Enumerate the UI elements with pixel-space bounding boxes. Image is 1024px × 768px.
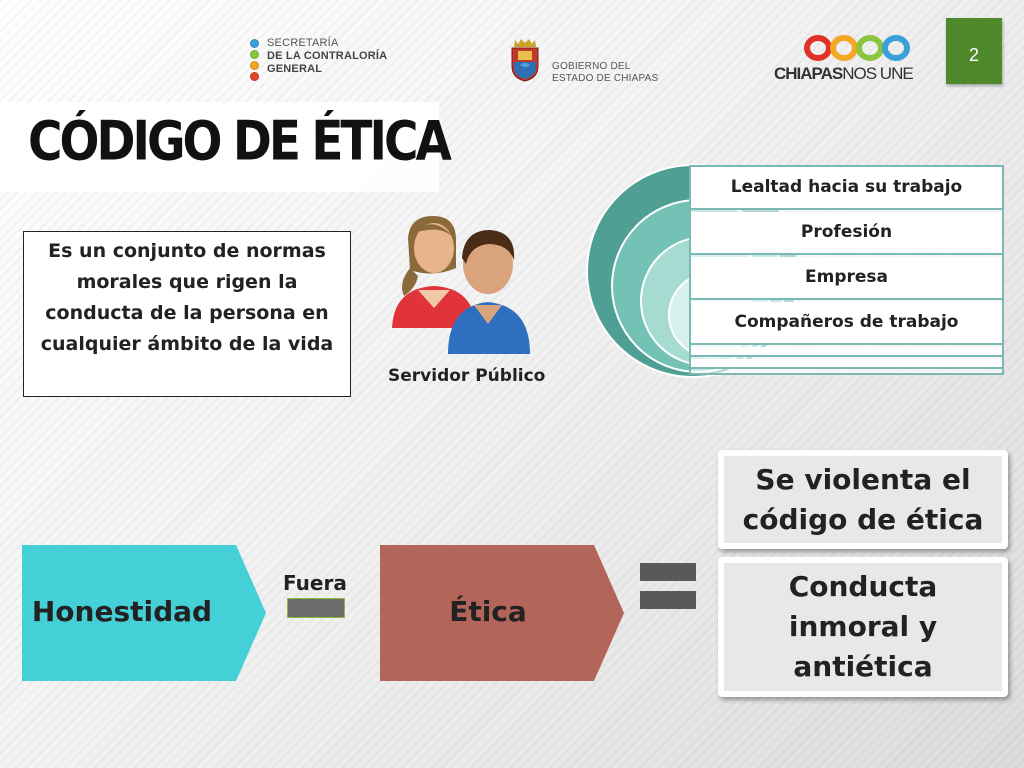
ambito-item-empresa: Empresa — [691, 257, 1002, 300]
secretaria-line-2: DE LA CONTRALORÍA — [267, 50, 388, 62]
result-text-violenta: Se violenta el código de ética — [724, 456, 1002, 543]
result-text-conducta: Conducta inmoral y antiética — [724, 563, 1002, 691]
state-shield-icon — [509, 38, 541, 82]
secretaria-line-1: SECRETARÍA — [267, 37, 339, 49]
definition-box: Es un conjunto de normas morales que rigen la conducta de la persona en cualquier ámbito de la vida — [23, 231, 351, 397]
page-title: CÓDIGO DE ÉTICA — [28, 110, 449, 174]
chiapas-rings-icon — [804, 34, 914, 62]
people-icon — [388, 208, 548, 358]
secretaria-dots-icon — [250, 39, 260, 83]
result-box-conducta — [718, 557, 1008, 697]
minus-icon — [287, 598, 345, 618]
ambito-item-companeros: Compañeros de trabajo — [691, 302, 1002, 345]
ambitos-list — [689, 165, 1004, 375]
result-box-violenta — [718, 450, 1008, 549]
gobierno-line-1: GOBIERNO DEL — [552, 61, 631, 72]
etica-label: Ética — [449, 595, 527, 628]
ambito-empty-row — [691, 347, 1002, 357]
honestidad-chevron — [22, 545, 266, 681]
page-number-badge: 2 — [946, 18, 1002, 84]
secretaria-logo — [250, 37, 410, 83]
honestidad-label: Honestidad — [31, 595, 213, 628]
ambito-item-lealtad: Lealtad hacia su trabajo — [691, 167, 1002, 210]
ambito-item-profesion: Profesión — [691, 212, 1002, 255]
equals-icon-bottom-bar — [640, 591, 696, 609]
gobierno-line-2: ESTADO DE CHIAPAS — [552, 73, 659, 84]
chiapas-logo-bold: CHIAPAS — [774, 64, 843, 83]
equals-icon — [640, 563, 696, 581]
gobierno-logo — [509, 38, 679, 88]
etica-chevron — [380, 545, 624, 681]
ambito-empty-row — [691, 359, 1002, 369]
chiapas-logo-light: NOS UNE — [842, 64, 913, 83]
chiapas-nos-une-logo — [774, 34, 914, 86]
secretaria-line-3: GENERAL — [267, 63, 323, 75]
fuera-label: Fuera — [283, 571, 347, 595]
servidor-publico-label: Servidor Público — [388, 366, 546, 386]
